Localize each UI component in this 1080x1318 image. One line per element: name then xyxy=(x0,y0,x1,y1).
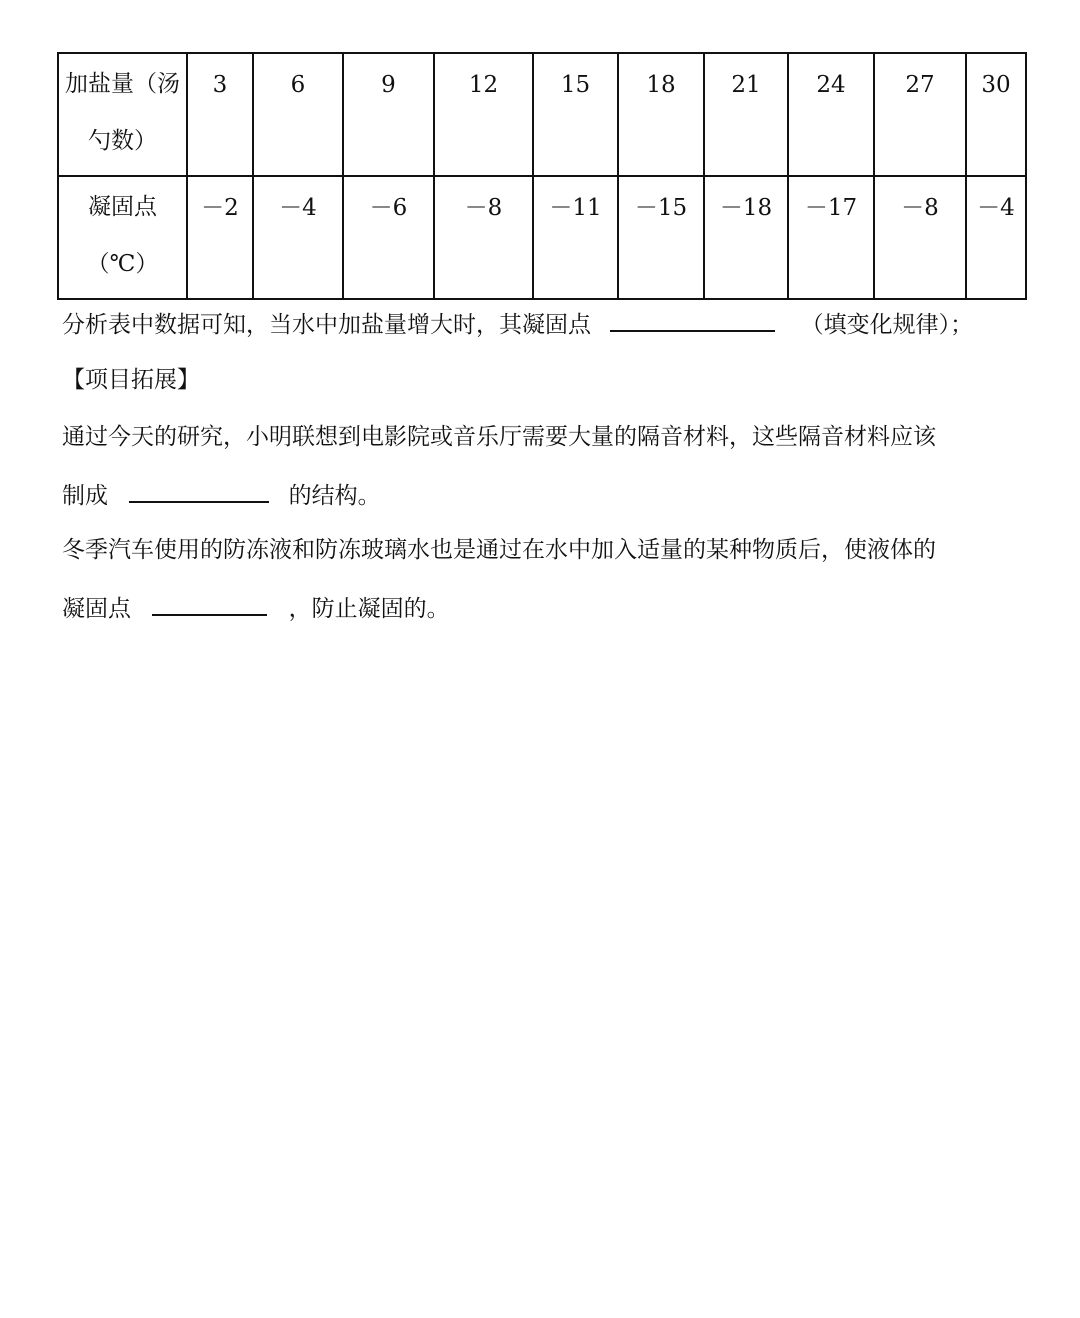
salt-amount-cell: 21 xyxy=(704,53,788,176)
para2-text-before: 凝固点 xyxy=(62,596,131,622)
freezing-point-cell: －15 xyxy=(618,176,704,299)
salt-amount-cell: 6 xyxy=(253,53,343,176)
freezing-point-cell: －17 xyxy=(788,176,874,299)
para2-text-after: ，防止凝固的。 xyxy=(288,596,450,622)
salt-amount-cell: 9 xyxy=(343,53,434,176)
salt-amount-cell: 30 xyxy=(966,53,1026,176)
para1-text-before: 制成 xyxy=(62,483,108,509)
para2-line1: 冬季汽车使用的防冻液和防冻玻璃水也是通过在水中加入适量的某种物质后，使液体的 xyxy=(62,537,936,563)
analysis-question xyxy=(62,308,973,340)
freezing-point-cell: －4 xyxy=(966,176,1026,299)
freezing-point-header-line2: （℃） xyxy=(86,251,159,277)
freezing-point-cell: －18 xyxy=(704,176,788,299)
salt-amount-cell: 24 xyxy=(788,53,874,176)
para2-line2 xyxy=(62,592,450,624)
salt-amount-header-line2: 勺数） xyxy=(88,128,157,154)
para1-line2 xyxy=(62,479,381,511)
answer-blank-trend[interactable] xyxy=(610,308,775,332)
salt-amount-cell: 12 xyxy=(434,53,533,176)
freezing-point-cell: －8 xyxy=(874,176,966,299)
analysis-text-before: 分析表中数据可知，当水中加盐量增大时，其凝固点 xyxy=(62,312,591,338)
freezing-point-cell: －6 xyxy=(343,176,434,299)
table-row-freezing-point xyxy=(58,176,1026,299)
analysis-text-after: （填变化规律）； xyxy=(800,312,974,338)
answer-blank-structure[interactable] xyxy=(129,479,269,503)
para1-text-after: 的结构。 xyxy=(288,483,381,509)
salt-amount-header xyxy=(58,53,187,176)
table-row-salt-amount xyxy=(58,53,1026,176)
salt-amount-header-line1: 加盐量（汤 xyxy=(65,71,180,97)
freezing-point-cell: －8 xyxy=(434,176,533,299)
section-title-project-extension: 【项目拓展】 xyxy=(62,367,200,393)
freezing-point-header xyxy=(58,176,187,299)
salt-amount-cell: 18 xyxy=(618,53,704,176)
salt-amount-cell: 15 xyxy=(533,53,618,176)
answer-blank-freezing-point[interactable] xyxy=(152,592,267,616)
freezing-point-cell: －4 xyxy=(253,176,343,299)
para1-line1: 通过今天的研究，小明联想到电影院或音乐厅需要大量的隔音材料，这些隔音材料应该 xyxy=(62,424,936,450)
freezing-point-cell: －2 xyxy=(187,176,253,299)
salt-amount-cell: 3 xyxy=(187,53,253,176)
freezing-point-header-line1: 凝固点 xyxy=(88,194,157,220)
salt-amount-cell: 27 xyxy=(874,53,966,176)
freezing-point-cell: －11 xyxy=(533,176,618,299)
salt-freezing-point-table xyxy=(57,52,1027,300)
